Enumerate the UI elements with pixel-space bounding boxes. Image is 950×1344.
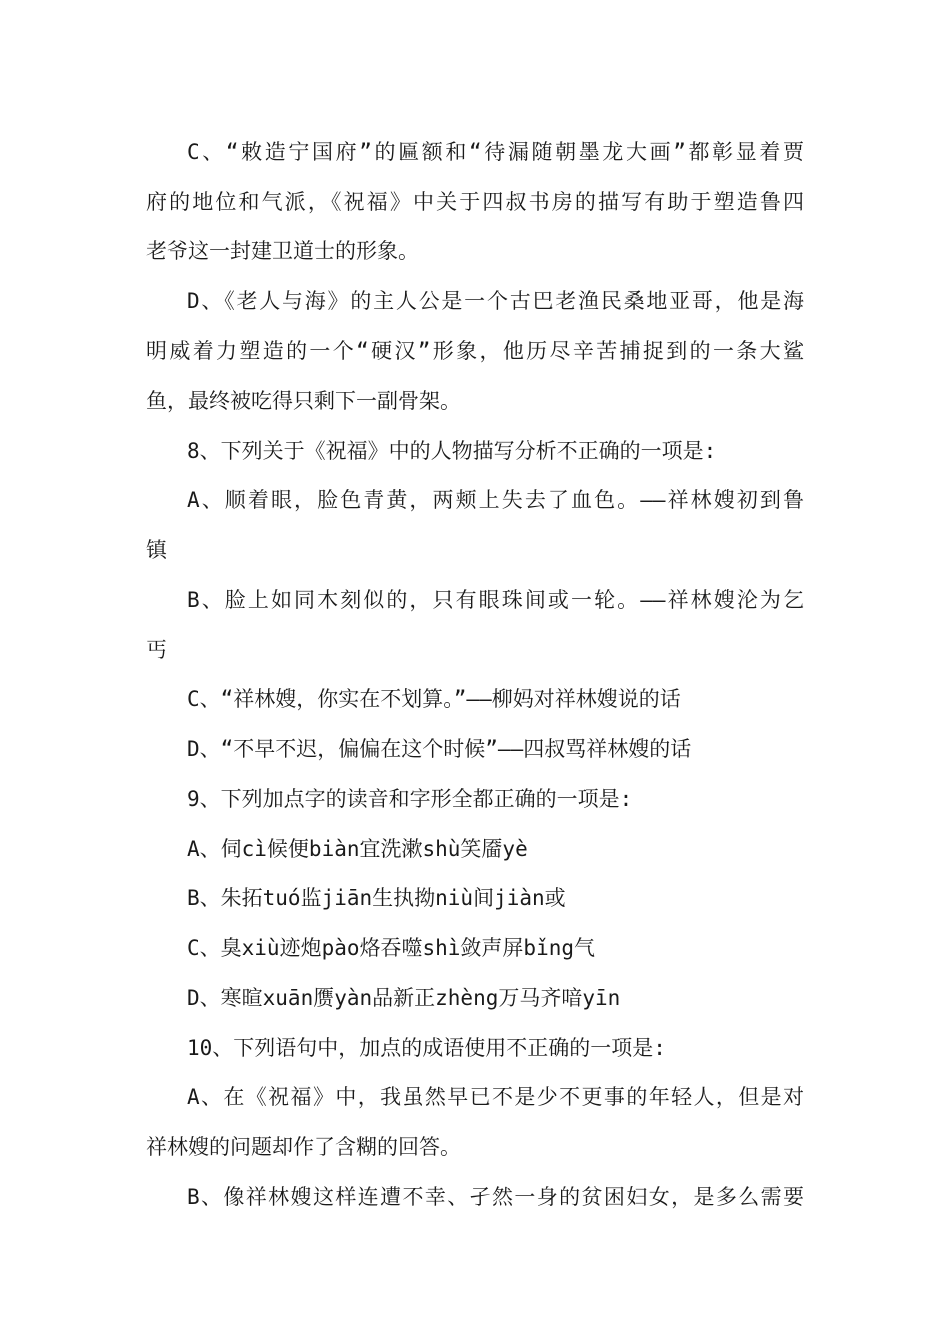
question-8-option-d: D、“不早不迟，偏偏在这个时候”——四叔骂祥林嫂的话 [187,737,692,761]
question-10-option-a: A、在《祝福》中，我虽然早已不是少不更事的年轻人，但是对 [187,1085,804,1109]
question-8-stem: 8、下列关于《祝福》中的人物描写分析不正确的一项是: [187,439,717,463]
question-9-option-b: B、朱拓tuó监jiān生执拗niù间jiàn或 [187,886,566,910]
question-9-stem: 9、下列加点字的读音和字形全都正确的一项是: [187,787,633,811]
question-10-option-b: B、像祥林嫂这样连遭不幸、孑然一身的贫困妇女，是多么需要 [187,1185,804,1209]
paragraph-line: 丐 [146,638,167,662]
paragraph-line: C、“敕造宁国府”的匾额和“待漏随朝墨龙大画”都彰显着贾 [187,140,804,164]
question-10-stem: 10、下列语句中，加点的成语使用不正确的一项是: [187,1036,666,1060]
question-9-option-c: C、臭xiù迹炮pào烙吞噬shì敛声屏bǐng气 [187,936,596,960]
paragraph-line: 祥林嫂的问题却作了含糊的回答。 [146,1135,461,1159]
paragraph-line: D、《老人与海》的主人公是一个古巴老渔民桑地亚哥，他是海 [187,289,804,313]
paragraph-line: 府的地位和气派，《祝福》中关于四叔书房的描写有助于塑造鲁四 [146,190,804,214]
paragraph-line: 镇 [146,538,167,562]
question-9-option-a: A、伺cì候便biàn宜洗漱shù笑靥yè [187,837,528,861]
question-8-option-b: B、脸上如同木刻似的，只有眼珠间或一轮。——祥林嫂沦为乞 [187,588,804,612]
question-8-option-c: C、“祥林嫂，你实在不划算。”——柳妈对祥林嫂说的话 [187,687,681,711]
question-8-option-a: A、顺着眼，脸色青黄，两颊上失去了血色。——祥林嫂初到鲁 [187,488,804,512]
paragraph-line: 明威着力塑造的一个“硬汉”形象，他历尽辛苦捕捉到的一条大鲨 [146,339,804,363]
question-9-option-d: D、寒暄xuān赝yàn品新正zhèng万马齐喑yīn [187,986,621,1010]
paragraph-line: 老爷这一封建卫道士的形象。 [146,239,419,263]
paragraph-line: 鱼，最终被吃得只剩下一副骨架。 [146,389,461,413]
